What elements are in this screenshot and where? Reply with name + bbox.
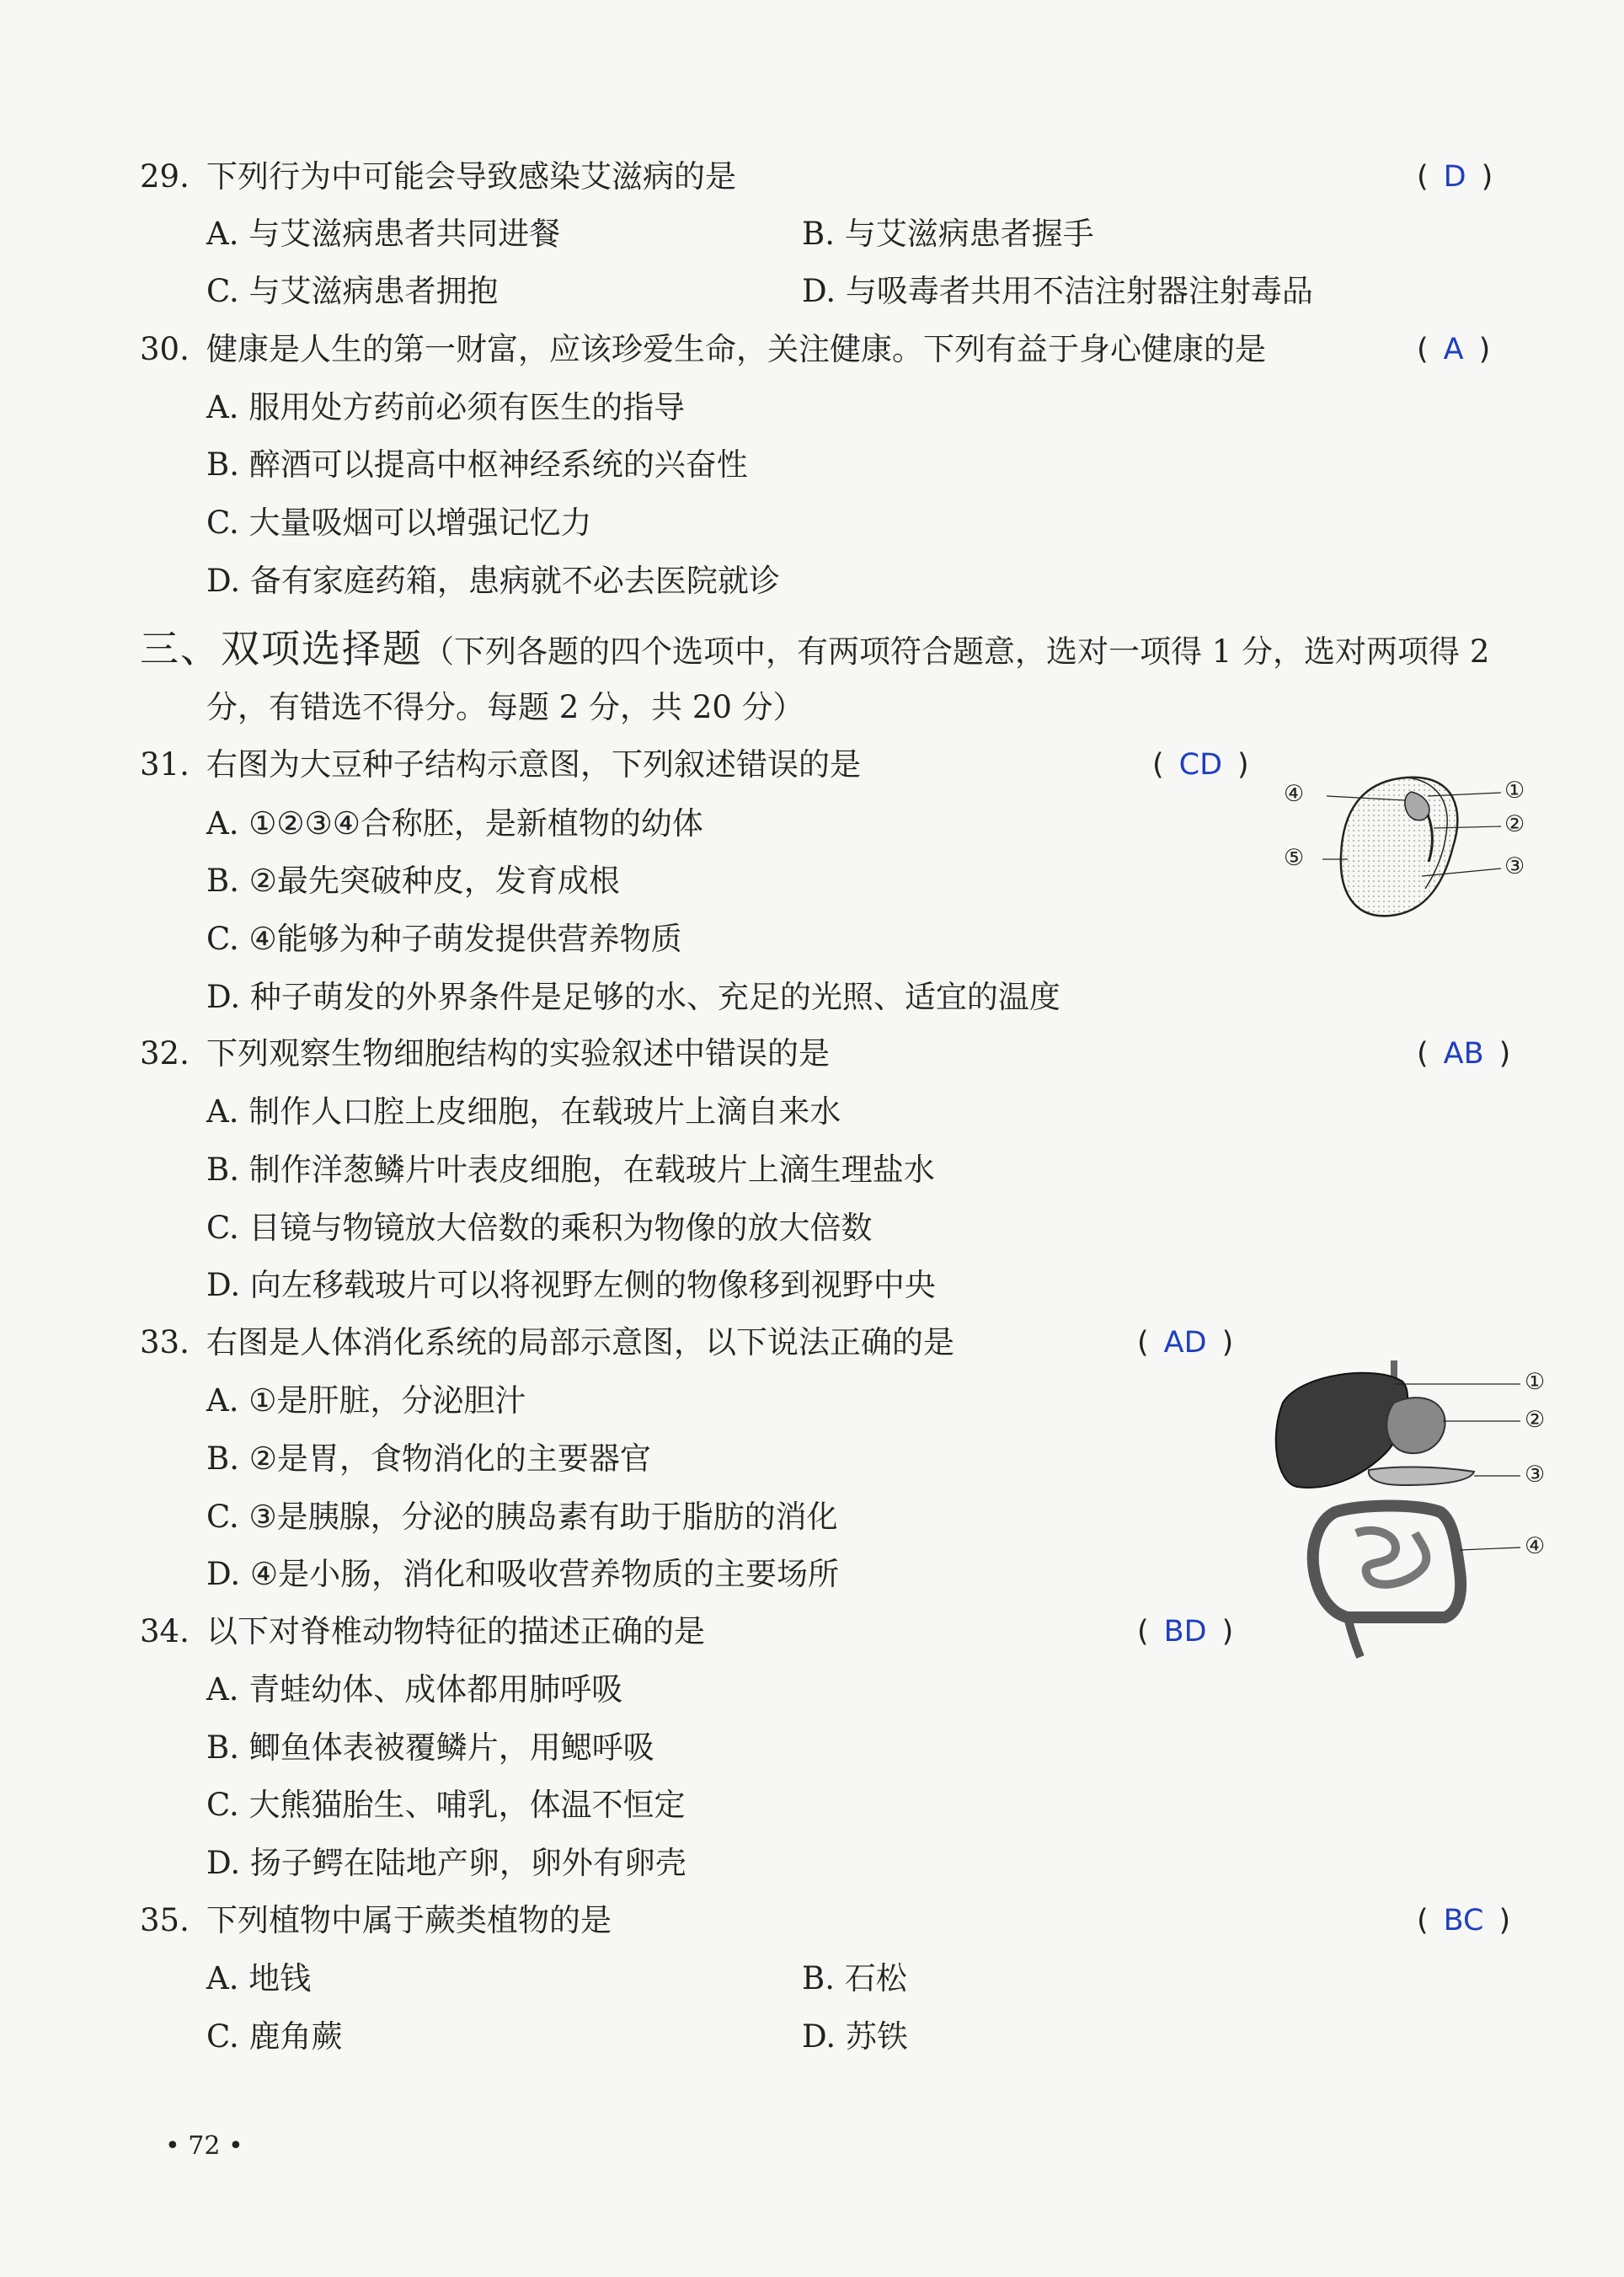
section-title: 三、双项选择题 bbox=[140, 626, 423, 671]
option-c: C. 鹿角蕨 bbox=[206, 2018, 343, 2055]
answer-bracket: ( CD ) bbox=[1152, 748, 1249, 782]
answer-bracket: ( AD ) bbox=[1137, 1326, 1234, 1360]
digestive-label-1: ① bbox=[1525, 1369, 1546, 1395]
answer-bracket: ( A ) bbox=[1417, 333, 1491, 366]
option-d: D. 向左移载玻片可以将视野左侧的物像移到视野中央 bbox=[206, 1267, 936, 1303]
option-c: C. ③是胰腺，分泌的胰岛素有助于脂肪的消化 bbox=[206, 1499, 838, 1535]
option-a: A. 地钱 bbox=[206, 1960, 312, 1996]
option-a: A. 制作人口腔上皮细胞，在载玻片上滴自来水 bbox=[206, 1093, 841, 1130]
question-stem: 右图是人体消化系统的局部示意图，以下说法正确的是 bbox=[206, 1324, 954, 1360]
question-stem: 健康是人生的第一财富，应该珍爱生命，关注健康。下列有益于身心健康的是 bbox=[206, 331, 1266, 367]
question-number: 32. bbox=[140, 1035, 190, 1072]
section-instructions: （下列各题的四个选项中，有两项符合题意，选对一项得 1 分，选对两项得 2 bbox=[423, 633, 1490, 670]
digestive-label-4: ④ bbox=[1525, 1533, 1546, 1559]
option-c: C. 与艾滋病患者拥抱 bbox=[206, 273, 499, 309]
question-stem: 下列行为中可能会导致感染艾滋病的是 bbox=[206, 158, 736, 195]
digestive-label-2: ② bbox=[1525, 1407, 1546, 1433]
soybean-seed-diagram bbox=[1280, 762, 1533, 931]
answer-bracket: ( BC ) bbox=[1417, 1904, 1511, 1938]
question-number: 34. bbox=[140, 1613, 190, 1649]
answer-bracket: ( D ) bbox=[1417, 160, 1493, 194]
seed-label-4: ④ bbox=[1284, 781, 1305, 807]
question-number: 30. bbox=[140, 331, 190, 367]
option-c: C. 大熊猫胎生、哺乳，体温不恒定 bbox=[206, 1787, 686, 1823]
option-d: D. 种子萌发的外界条件是足够的水、充足的光照、适宜的温度 bbox=[206, 979, 1060, 1015]
seed-label-1: ① bbox=[1504, 778, 1525, 804]
option-a: A. 青蛙幼体、成体都用肺呼吸 bbox=[206, 1671, 623, 1708]
answer-value: AB bbox=[1443, 1037, 1484, 1071]
section-instructions-cont: 分，有错选不得分。每题 2 分，共 20 分） bbox=[206, 689, 804, 725]
soybean-seed-figure bbox=[1280, 762, 1533, 931]
option-b: B. ②最先突破种皮，发育成根 bbox=[206, 863, 620, 899]
seed-label-3: ③ bbox=[1504, 853, 1525, 879]
option-b: B. 石松 bbox=[802, 1960, 907, 1996]
option-c: C. 大量吸烟可以增强记忆力 bbox=[206, 505, 592, 541]
option-b: B. ②是胃，食物消化的主要器官 bbox=[206, 1440, 651, 1477]
seed-label-2: ② bbox=[1504, 811, 1525, 837]
section-heading bbox=[140, 625, 1489, 676]
answer-value: CD bbox=[1178, 748, 1223, 782]
option-b: B. 醉酒可以提高中枢神经系统的兴奋性 bbox=[206, 446, 748, 483]
answer-value: D bbox=[1443, 160, 1466, 194]
option-c: C. 目镜与物镜放大倍数的乘积为物像的放大倍数 bbox=[206, 1210, 873, 1246]
option-b: B. 制作洋葱鳞片叶表皮细胞，在载玻片上滴生理盐水 bbox=[206, 1152, 935, 1188]
question-stem: 以下对脊椎动物特征的描述正确的是 bbox=[206, 1613, 705, 1649]
digestive-label-3: ③ bbox=[1525, 1462, 1546, 1488]
seed-label-5: ⑤ bbox=[1284, 845, 1305, 871]
question-number: 29. bbox=[140, 158, 190, 195]
option-a: A. ①是肝脏，分泌胆汁 bbox=[206, 1382, 526, 1419]
question-number: 35. bbox=[140, 1902, 190, 1938]
option-d: D. 与吸毒者共用不洁注射器注射毒品 bbox=[802, 273, 1313, 309]
answer-value: A bbox=[1443, 333, 1464, 366]
option-d: D. 扬子鳄在陆地产卵，卵外有卵壳 bbox=[206, 1845, 686, 1881]
answer-value: BD bbox=[1163, 1615, 1207, 1649]
page-number: • 72 • bbox=[165, 2131, 243, 2161]
question-stem: 右图为大豆种子结构示意图，下列叙述错误的是 bbox=[206, 746, 861, 783]
answer-bracket: ( BD ) bbox=[1137, 1615, 1234, 1649]
option-a: A. ①②③④合称胚，是新植物的幼体 bbox=[206, 805, 703, 842]
option-d: D. 备有家庭药箱，患病就不必去医院就诊 bbox=[206, 563, 780, 599]
option-d: D. ④是小肠，消化和吸收营养物质的主要场所 bbox=[206, 1556, 840, 1592]
option-c: C. ④能够为种子萌发提供营养物质 bbox=[206, 921, 682, 957]
question-number: 31. bbox=[140, 746, 190, 783]
answer-value: AD bbox=[1163, 1326, 1207, 1360]
option-d: D. 苏铁 bbox=[802, 2018, 908, 2055]
option-b: B. 与艾滋病患者握手 bbox=[802, 216, 1094, 252]
answer-bracket: ( AB ) bbox=[1417, 1037, 1511, 1071]
option-a: A. 与艾滋病患者共同进餐 bbox=[206, 216, 561, 252]
question-stem: 下列观察生物细胞结构的实验叙述中错误的是 bbox=[206, 1035, 830, 1072]
option-a: A. 服用处方药前必须有医生的指导 bbox=[206, 389, 686, 425]
question-number: 33. bbox=[140, 1324, 190, 1360]
digestive-system-figure bbox=[1268, 1344, 1571, 1660]
option-b: B. 鲫鱼体表被覆鳞片，用鳃呼吸 bbox=[206, 1729, 654, 1766]
question-stem: 下列植物中属于蕨类植物的是 bbox=[206, 1902, 612, 1938]
answer-value: BC bbox=[1443, 1904, 1484, 1938]
